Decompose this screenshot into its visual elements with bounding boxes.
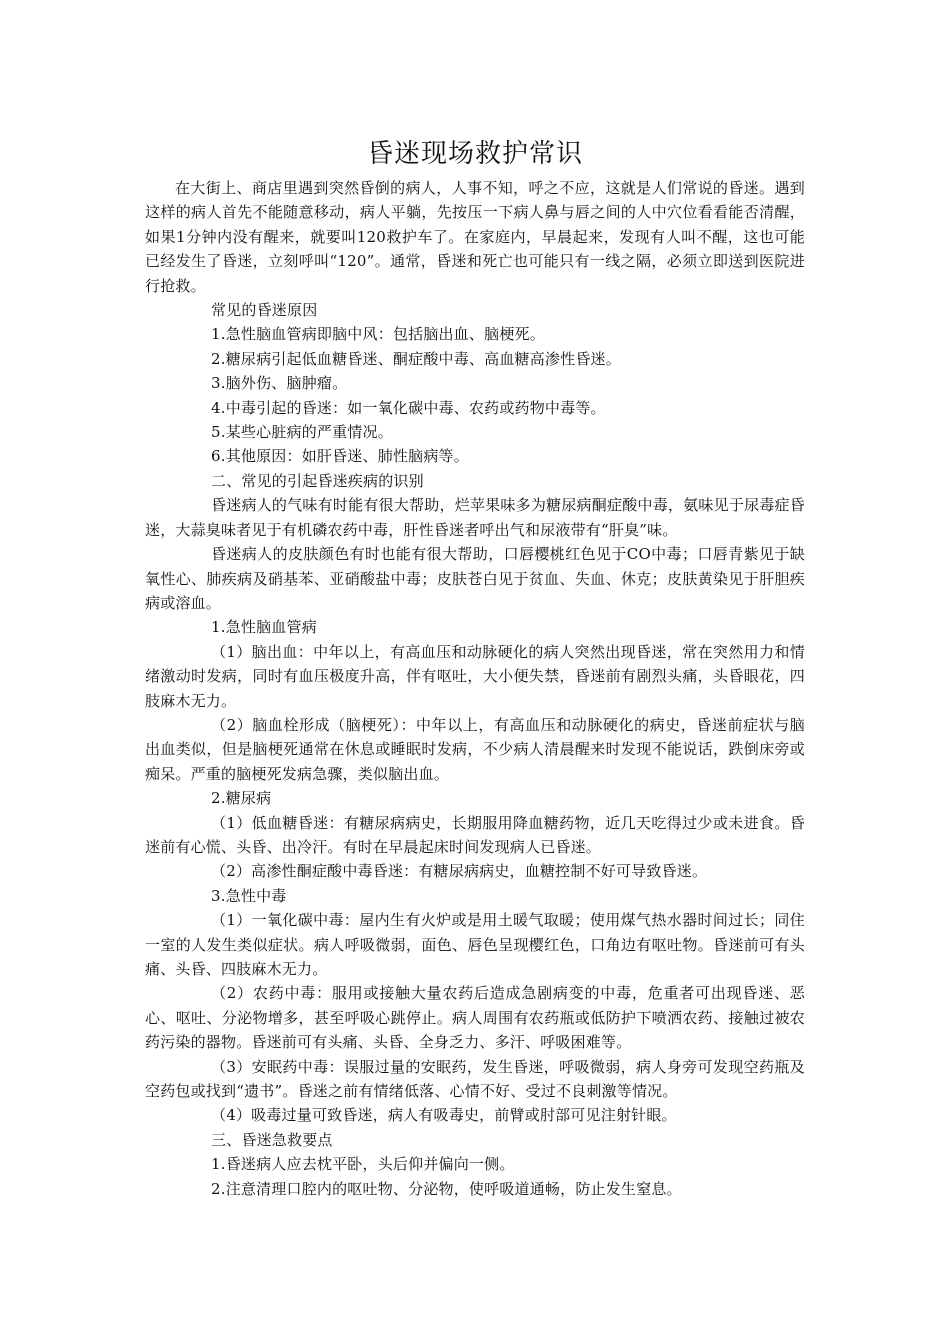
hyperosmolar-paragraph: （2）高渗性酮症酸中毒昏迷：有糖尿病病史，血糖控制不好可导致昏迷。 bbox=[211, 862, 708, 881]
skin-paragraph: 昏迷病人的皮肤颜色有时也能有很大帮助，口唇樱桃红色见于CO中毒；口唇青紫见于缺氧性心、肺疾病及硝基苯、亚硝酸盐中毒；皮肤苍白见于贫血、失血、休克；皮肤黄染见于肝胆疾病或溶血。 bbox=[145, 545, 805, 612]
identification-heading: 二、常见的引起昏迷疾病的识别 bbox=[211, 471, 424, 490]
cause-item: 5.某些心脏病的严重情况。 bbox=[211, 423, 393, 442]
pesticide-poisoning-paragraph: （2）农药中毒：服用或接触大量农药后造成急剧病变的中毒，危重者可出现昏迷、恶心、呕吐、分泌物增多，甚至呼吸心跳停止。病人周围有农药瓶或低防护下喷洒农药、接触过被农药污染的器物。昏迷前可有头痛、头昏、全身乏力、多汗、呼吸困难等。 bbox=[145, 984, 805, 1052]
cause-item: 3.脑外伤、脑肿瘤。 bbox=[211, 374, 348, 393]
diabetes-heading: 2.糖尿病 bbox=[211, 789, 272, 808]
first-aid-heading: 三、昏迷急救要点 bbox=[211, 1130, 333, 1149]
first-aid-item: 2.注意清理口腔内的呕吐物、分泌物，使呼吸道通畅，防止发生窒息。 bbox=[211, 1179, 682, 1198]
cerebral-thrombosis-paragraph: （2）脑血栓形成（脑梗死）：中年以上，有高血压和动脉硬化的病史，昏迷前症状与脑出血类似，但是脑梗死通常在休息或睡眠时发病，不少病人清晨醒来时发现不能说话，跌倒床旁或痴呆。严重的脑梗死发病急骤，类似脑出血。 bbox=[145, 715, 805, 783]
cause-item: 4.中毒引起的昏迷：如一氧化碳中毒、农药或药物中毒等。 bbox=[211, 398, 606, 417]
sedative-poisoning-paragraph: （3）安眠药中毒：误服过量的安眠药，发生昏迷，呼吸微弱，病人身旁可发现空药瓶及空药包或找到“遗书”。昏迷之前有情绪低落、心情不好、受过不良刺激等情况。 bbox=[145, 1057, 805, 1101]
cause-item: 2.糖尿病引起低血糖昏迷、酮症酸中毒、高血糖高渗性昏迷。 bbox=[211, 349, 621, 368]
odor-paragraph: 昏迷病人的气味有时能有很大帮助，烂苹果味多为糖尿病酮症酸中毒，氨味见于尿毒症昏迷，大蒜臭味者见于有机磷农药中毒，肝性昏迷者呼出气和尿液带有“肝臭”味。 bbox=[145, 496, 805, 539]
first-aid-item: 1.昏迷病人应去枕平卧，头后仰并偏向一侧。 bbox=[211, 1155, 515, 1174]
causes-heading: 常见的昏迷原因 bbox=[211, 301, 318, 320]
cause-item: 1.急性脑血管病即脑中风：包括脑出血、脑梗死。 bbox=[211, 325, 545, 344]
cerebral-hemorrhage-paragraph: （1）脑出血：中年以上，有高血压和动脉硬化的病人突然出现昏迷，常在突然用力和情绪激动时发病，同时有血压极度升高，伴有呕吐，大小便失禁，昏迷前有剧烈头痛，头昏眼花，四肢麻木无力。 bbox=[145, 642, 805, 710]
cerebrovascular-heading: 1.急性脑血管病 bbox=[211, 618, 317, 637]
intro-paragraph: 在大街上、商店里遇到突然昏倒的病人，人事不知，呼之不应，这就是人们常说的昏迷。遇到这样的病人首先不能随意移动，病人平躺，先按压一下病人鼻与唇之间的人中穴位看看能否清醒，如果1分钟内没有醒来，就要叫120救护车了。在家庭内，早晨起来，发现有人叫不醒，这也可能已经发生了昏迷，立刻呼叫“120”。通常，昏迷和死亡也可能只有一线之隔，必须立即送到医院进行抢救。 bbox=[145, 179, 805, 295]
drug-overdose-paragraph: （4）吸毒过量可致昏迷，病人有吸毒史，前臂或肘部可见注射针眼。 bbox=[211, 1106, 677, 1125]
poisoning-heading: 3.急性中毒 bbox=[211, 886, 287, 905]
hypoglycemia-paragraph: （1）低血糖昏迷：有糖尿病病史，长期服用降血糖药物，近几天吃得过少或未进食。昏迷前有心慌、头昏、出冷汗。有时在早晨起床时间发现病人已昏迷。 bbox=[145, 813, 805, 856]
co-poisoning-paragraph: （1）一氧化碳中毒：屋内生有火炉或是用土暖气取暖；使用煤气热水器时间过长；同住一室的人发生类似症状。病人呼吸微弱，面色、唇色呈现樱红色，口角边有呕吐物。昏迷前可有头痛、头昏、四肢麻木无力。 bbox=[145, 911, 805, 978]
document-body bbox=[145, 176, 805, 1201]
cause-item: 6.其他原因：如肝昏迷、肺性脑病等。 bbox=[211, 447, 469, 466]
document-title: 昏迷现场救护常识 bbox=[366, 139, 583, 169]
